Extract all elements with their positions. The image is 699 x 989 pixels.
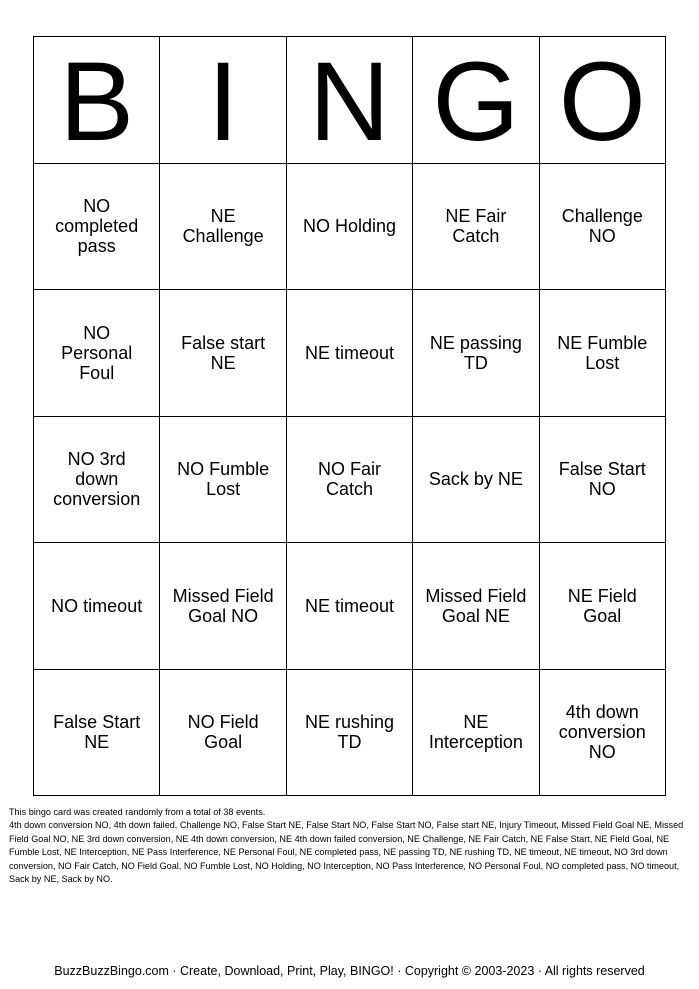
bingo-square bbox=[34, 417, 160, 544]
bingo-square bbox=[540, 670, 666, 797]
notes-event-list: 4th down conversion NO, 4th down failed, Challenge NO, False Start NE, False Start NO, False Start NO, False start NE, Injury Timeout, Missed Field Goal NE, Missed Field Goal NO, NE 3rd down conversion, NE 4th down conversion, NE 4th down failed conversion, NE Challenge, NE Fair Catch, NE False Start, NE Field Goal, NE Fumble Lost, NE Interception, NE Pass Interference, NE Personal Foul, NE completed pass, NE passing TD, NE rushing TD, NE timeout, NE timeout, NO 3rd down conversion, NO Fair Catch, NO Field Goal, NO Fumble Lost, NO Holding, NO Interception, NO Pass Interference, NO Personal Foul, NO completed pass, NO timeout, Sack by NE, Sack by NO. bbox=[9, 820, 684, 885]
square-label: NE Interception bbox=[428, 712, 523, 753]
square-label: Challenge NO bbox=[561, 206, 643, 247]
bingo-square bbox=[287, 164, 413, 291]
square-label: NO Fair Catch bbox=[317, 459, 381, 500]
square-label: False Start NO bbox=[558, 459, 646, 500]
bingo-square bbox=[413, 543, 539, 670]
header-letter: I bbox=[207, 38, 239, 164]
bingo-square bbox=[287, 543, 413, 670]
notes-intro: This bingo card was created randomly from a total of 38 events. bbox=[9, 807, 266, 817]
header-letter: N bbox=[309, 38, 390, 164]
bingo-square bbox=[34, 670, 160, 797]
bingo-square bbox=[160, 543, 286, 670]
bingo-square bbox=[34, 164, 160, 291]
bingo-square bbox=[287, 290, 413, 417]
bingo-square bbox=[413, 417, 539, 544]
square-label: Sack by NE bbox=[428, 469, 523, 490]
square-label: NE rushing TD bbox=[304, 712, 395, 753]
square-label: NE timeout bbox=[304, 595, 395, 616]
square-label: NE Fair Catch bbox=[445, 206, 507, 247]
bingo-square bbox=[160, 164, 286, 291]
square-label: NE timeout bbox=[304, 342, 395, 363]
square-label: NO Holding bbox=[302, 216, 397, 237]
bingo-square bbox=[540, 164, 666, 291]
square-label: False start NE bbox=[181, 332, 266, 373]
header-letter: O bbox=[558, 38, 646, 164]
square-label: NO Personal Foul bbox=[61, 322, 133, 383]
header-letter-g bbox=[413, 37, 539, 164]
square-label: NE Fumble Lost bbox=[557, 332, 648, 373]
bingo-square bbox=[540, 543, 666, 670]
bingo-square bbox=[34, 290, 160, 417]
header-letter: B bbox=[59, 38, 135, 164]
square-label: NO 3rd down conversion bbox=[53, 449, 141, 510]
header-letter-o bbox=[540, 37, 666, 164]
square-label: 4th down conversion NO bbox=[558, 702, 646, 763]
bingo-square bbox=[287, 417, 413, 544]
bingo-square bbox=[287, 670, 413, 797]
square-label: Missed Field Goal NE bbox=[425, 585, 527, 626]
bingo-card bbox=[33, 36, 666, 796]
header-letter: G bbox=[432, 38, 520, 164]
bingo-square bbox=[413, 164, 539, 291]
square-label: Missed Field Goal NO bbox=[172, 585, 274, 626]
header-letter-n bbox=[287, 37, 413, 164]
header-letter-b bbox=[34, 37, 160, 164]
square-label: NO timeout bbox=[51, 595, 143, 616]
event-notes bbox=[9, 806, 689, 886]
bingo-square bbox=[413, 290, 539, 417]
bingo-square bbox=[160, 417, 286, 544]
bingo-square bbox=[160, 290, 286, 417]
bingo-square bbox=[34, 543, 160, 670]
square-label: NO completed pass bbox=[55, 196, 139, 257]
square-label: False Start NE bbox=[53, 712, 141, 753]
square-label: NE Field Goal bbox=[567, 585, 637, 626]
footer-copyright: BuzzBuzzBingo.com · Create, Download, Print, Play, BINGO! · Copyright © 2003-2023 · All rights reserved bbox=[54, 964, 645, 978]
bingo-square bbox=[160, 670, 286, 797]
bingo-square bbox=[540, 290, 666, 417]
square-label: NO Fumble Lost bbox=[177, 459, 270, 500]
bingo-square bbox=[413, 670, 539, 797]
square-label: NE passing TD bbox=[429, 332, 522, 373]
header-letter-i bbox=[160, 37, 286, 164]
square-label: NE Challenge bbox=[182, 206, 264, 247]
bingo-square bbox=[540, 417, 666, 544]
square-label: NO Field Goal bbox=[187, 712, 259, 753]
